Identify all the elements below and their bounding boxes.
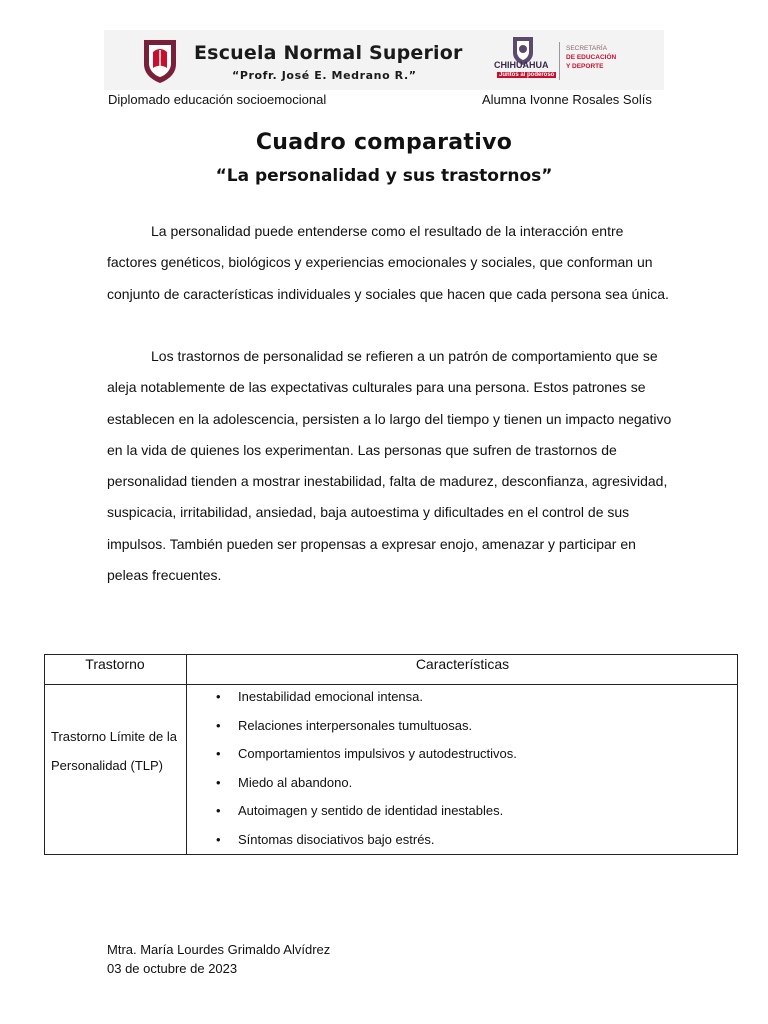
list-item-text: Síntomas disociativos bajo estrés. [238, 831, 435, 847]
table-cell-disorder: Trastorno Límite de la Personalidad (TLP) [51, 729, 177, 773]
bullet-icon: • [216, 689, 221, 704]
state-name: CHIHUAHUA [494, 60, 549, 70]
document-title: Cuadro comparativo [255, 130, 513, 155]
paragraph-2 [107, 341, 677, 591]
secretaria-line-3: Y DEPORTE [566, 63, 604, 70]
bullet-icon: • [216, 717, 221, 733]
paragraph-2-text: Los trastornos de personalidad se refieren a un patrón de comportamiento que se aleja notablemente de las expectativas culturales para una persona. Estos patrones se establecen en la adolescencia, persisten a lo largo del tiempo y tienen un impacto negativo en la vida de quienes los experimentan. Las personas que sufren de trastornos de personalidad tienden a mostrar inestabilidad, falta de madurez, desconfianza, agresividad, suspicacia, irritabilidad, ansiedad, baja autoestima y dificultades en el control de sus impulsos. También pueden ser propensas a expresar enojo, amenazar y participar en peleas frecuentes. [107, 348, 672, 584]
list-item-text: Autoimagen y sentido de identidad inestables. [238, 803, 504, 818]
secretaria-line-2: DE EDUCACIÓN [566, 54, 617, 61]
list-item [216, 683, 726, 712]
secretaria-logo-text [566, 44, 616, 71]
list-item [216, 797, 726, 826]
teacher-name: Mtra. María Lourdes Grimaldo Alvídrez [107, 942, 331, 957]
course-name: Diplomado educación socioemocional [108, 92, 327, 107]
list-item [216, 740, 726, 769]
list-item [216, 826, 726, 855]
bullet-icon: • [216, 831, 221, 847]
header-divider [559, 42, 560, 80]
paragraph-1 [107, 216, 677, 310]
state-tagline: Juntos al poderoso [499, 72, 555, 78]
list-item-text: Inestabilidad emocional intensa. [238, 689, 424, 704]
list-item [216, 712, 726, 741]
list-item [216, 769, 726, 798]
bullet-icon: • [216, 746, 221, 761]
list-item-text: Miedo al abandono. [238, 774, 353, 790]
bullet-icon: • [216, 803, 221, 818]
student-name: Alumna Ivonne Rosales Solís [482, 92, 652, 107]
document-subtitle: “La personalidad y sus trastornos” [215, 166, 553, 186]
list-item-text: Relaciones interpersonales tumultuosas. [238, 717, 473, 733]
characteristics-list [216, 683, 726, 854]
list-item-text: Comportamientos impulsivos y autodestructivos. [238, 746, 517, 761]
school-name: Escuela Normal Superior [194, 42, 463, 64]
secretaria-line-1: SECRETARÍA [566, 45, 608, 52]
footer [107, 940, 330, 978]
document-date: 03 de octubre de 2023 [107, 961, 238, 976]
school-crest-logo [140, 38, 180, 84]
bullet-icon: • [216, 774, 221, 790]
table-header-characteristics: Características [415, 656, 510, 672]
table-header-disorder: Trastorno [85, 656, 145, 672]
school-subtitle: “Profr. José E. Medrano R.” [232, 69, 417, 82]
paragraph-1-text: La personalidad puede entenderse como el resultado de la interacción entre factores genéticos, biológicos y experiencias emocionales y sociales, que conforman un conjunto de características individuales y sociales que hacen que cada persona sea única. [107, 223, 669, 302]
